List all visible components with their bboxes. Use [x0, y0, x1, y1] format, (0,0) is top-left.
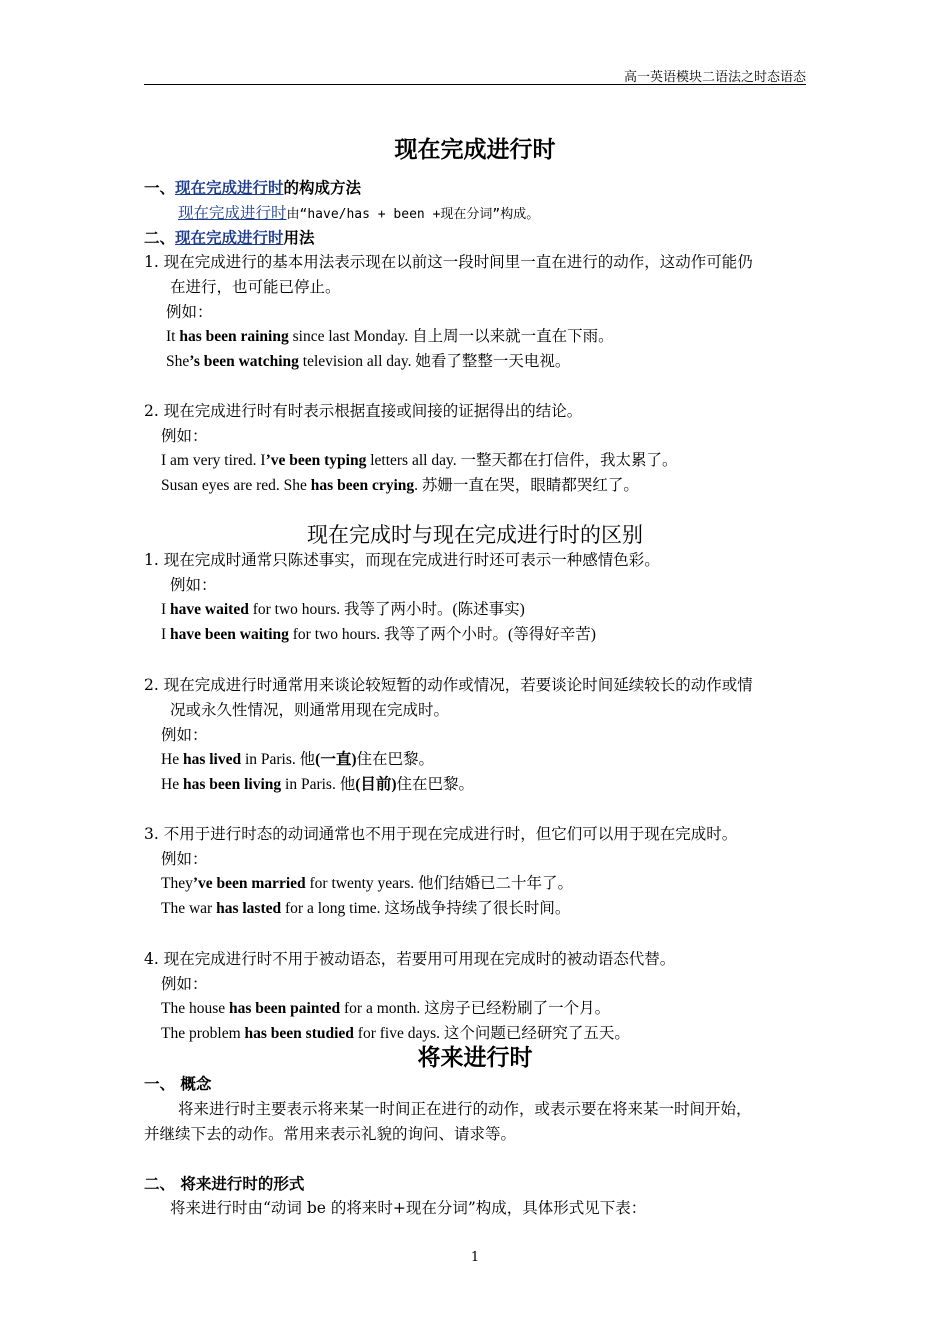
usage-2-line-1: 2. 现在完成进行时有时表示根据直接或间接的证据得出的结论。 — [144, 402, 583, 420]
example-label: 例如： — [161, 975, 208, 993]
usage-heading-link[interactable]: 现在完成进行时 — [175, 228, 284, 247]
heading-formation: 一、现在完成进行时的构成方法 — [144, 178, 362, 197]
example-sentence: They’ve been married for twenty years. 他们结婚已二十年了。 — [161, 875, 573, 892]
example-sentence: It has been raining since last Monday. 自上周一以来就一直在下雨。 — [166, 328, 614, 345]
header-divider — [144, 84, 806, 85]
section-title-present-perfect-continuous: 现在完成进行时 — [394, 136, 556, 163]
section-title-comparison: 现在完成时与现在完成进行时的区别 — [307, 523, 643, 547]
page-number: 1 — [470, 1250, 480, 1265]
usage-1-line-2: 在进行，也可能已停止。 — [170, 278, 341, 296]
example-sentence: The house has been painted for a month. 这房子已经粉刷了一个月。 — [161, 1000, 611, 1017]
example-label: 例如： — [166, 303, 213, 321]
example-sentence: The problem has been studied for five days. 这个问题已经研究了五天。 — [161, 1025, 630, 1042]
example-sentence: The war has lasted for a long time. 这场战争持续了很长时间。 — [161, 900, 571, 917]
formation-link[interactable]: 现在完成进行时 — [178, 204, 287, 222]
example-sentence: I have been waiting for two hours. 我等了两个小时。(等得好辛苦) — [161, 626, 596, 643]
difference-2-line-2: 况或永久性情况，则通常用现在完成时。 — [170, 701, 450, 719]
example-sentence: Susan eyes are red. She has been crying. 苏姗一直在哭，眼睛都哭红了。 — [161, 477, 639, 494]
example-label: 例如： — [161, 427, 208, 445]
example-sentence: I have waited for two hours. 我等了两小时。(陈述事实) — [161, 601, 525, 618]
heading-usage: 二、现在完成进行时用法 — [144, 228, 315, 247]
concept-line-1: 将来进行时主要表示将来某一时间正在进行的动作，或表示要在将来某一时间开始， — [178, 1100, 752, 1118]
section-title-future-continuous: 将来进行时 — [417, 1044, 533, 1071]
form-line-1: 将来进行时由“动词 be 的将来时+现在分词”构成，具体形式见下表： — [170, 1199, 647, 1217]
concept-line-2: 并继续下去的动作。常用来表示礼貌的询问、请求等。 — [144, 1125, 517, 1143]
heading-concept: 一、 概念 — [144, 1074, 212, 1093]
example-sentence: He has been living in Paris. 他(目前)住在巴黎。 — [161, 776, 475, 793]
example-label: 例如： — [161, 726, 208, 744]
difference-4-line-1: 4. 现在完成进行时不用于被动语态，若要用可用现在完成时的被动语态代替。 — [144, 950, 676, 968]
example-sentence: She’s been watching television all day. 她看了整整一天电视。 — [166, 353, 571, 370]
example-label: 例如： — [170, 576, 217, 594]
example-label: 例如： — [161, 850, 208, 868]
example-sentence: I am very tired. I’ve been typing letters all day. 一整天都在打信件，我太累了。 — [161, 452, 678, 469]
heading-form: 二、 将来进行时的形式 — [144, 1174, 305, 1193]
usage-1-line-1: 1. 现在完成进行的基本用法表示现在以前这一段时间里一直在进行的动作，这动作可能仍 — [144, 253, 753, 271]
formation-text: 现在完成进行时由“have/has + been +现在分词”构成。 — [178, 204, 540, 222]
formation-heading-link[interactable]: 现在完成进行时 — [175, 178, 284, 197]
example-sentence: He has lived in Paris. 他(一直)住在巴黎。 — [161, 751, 434, 768]
page-header-title: 高一英语模块二语法之时态语态 — [623, 70, 806, 85]
difference-1-line-1: 1. 现在完成时通常只陈述事实，而现在完成进行时还可表示一种感情色彩。 — [144, 551, 660, 569]
difference-2-line-1: 2. 现在完成进行时通常用来谈论较短暂的动作或情况，若要谈论时间延续较长的动作或情 — [144, 676, 753, 694]
difference-3-line-1: 3. 不用于进行时态的动词通常也不用于现在完成进行时，但它们可以用于现在完成时。 — [144, 825, 738, 843]
